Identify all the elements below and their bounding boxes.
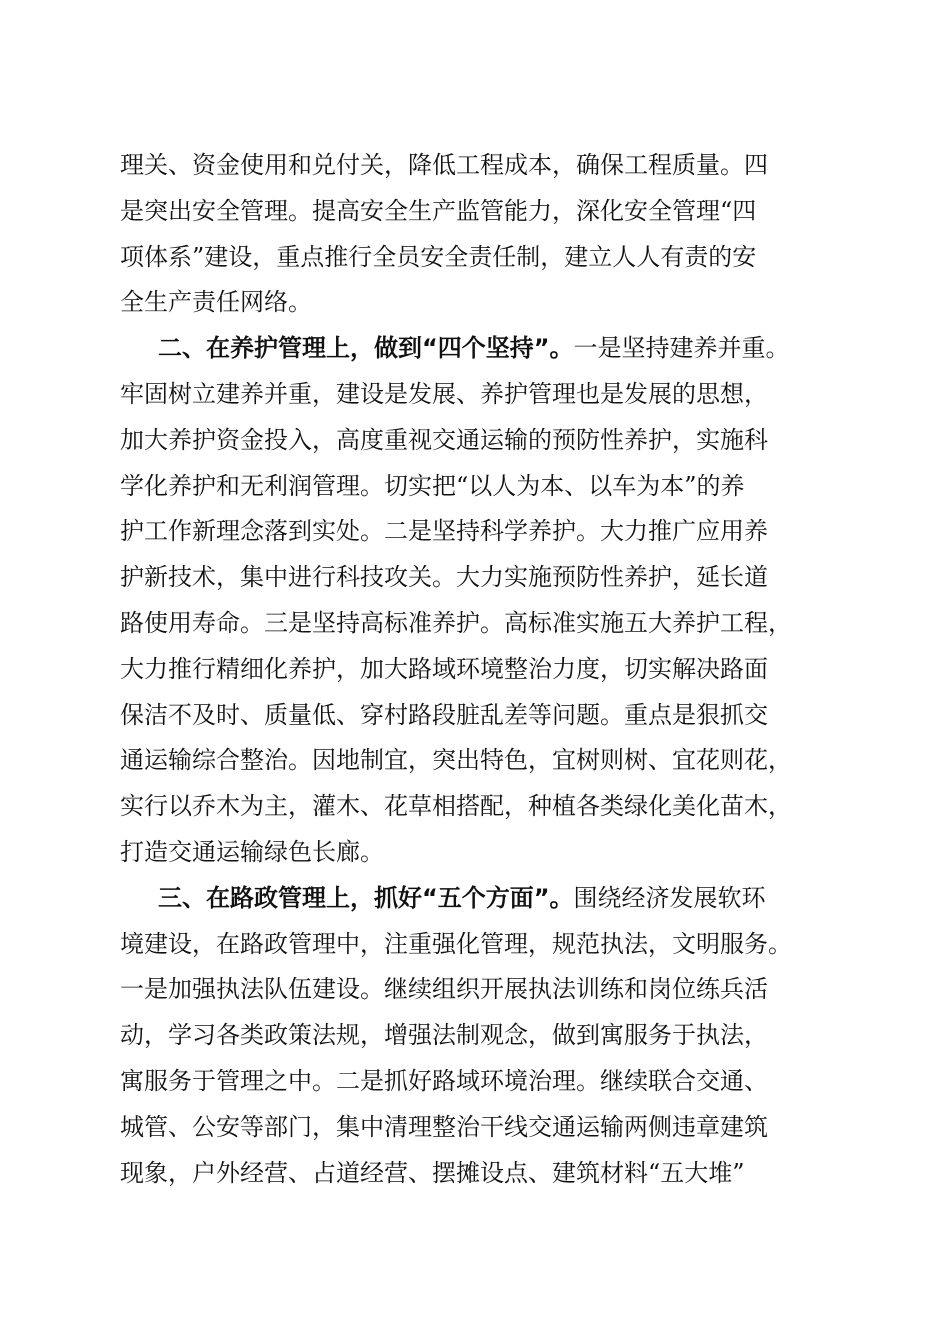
text-line: 打造交通运输绿色长廊。 [120, 837, 384, 866]
text-line: 理关、资金使用和兑付关，降低工程成本，确保工程质量。四 [120, 151, 768, 179]
text-line: 加大养护资金投入，高度重视交通运输的预防性养护，实施科 [120, 425, 768, 454]
heading-continuation: 一是坚持建养并重。 [573, 334, 790, 363]
text-line-first [120, 876, 832, 922]
text-line: 通运输综合整治。因地制宜，突出特色，宜树则树、宜花则花， [120, 746, 792, 775]
text-line: 全生产责任网络。 [120, 288, 312, 317]
text-line: 是突出安全管理。提高安全生产监管能力，深化安全管理“四 [120, 196, 757, 225]
text-line: 学化养护和无利润管理。切实把“以人为本、以车为本”的养 [120, 471, 745, 500]
text-line: 护工作新理念落到实处。二是坚持科学养护。大力推广应用养 [120, 517, 768, 546]
text-line: 牢固树立建养并重，建设是发展、养护管理也是发展的思想， [120, 379, 768, 408]
section-heading: 三、在路政管理上，抓好“五个方面”。 [158, 883, 574, 912]
heading-continuation: 围绕经济发展软环 [573, 883, 766, 912]
section-heading: 二、在养护管理上，做到“四个坚持”。 [158, 334, 574, 363]
text-line: 保洁不及时、质量低、穿村路段脏乱差等问题。重点是狠抓交 [120, 700, 768, 729]
text-line: 护新技术，集中进行科技攻关。大力实施预防性养护，延长道 [120, 563, 768, 592]
paragraph-1 [120, 143, 832, 326]
text-line: 动，学习各类政策法规，增强法制观念，做到寓服务于执法， [120, 1021, 768, 1050]
paragraph-2 [120, 326, 832, 876]
text-line: 寓服务于管理之中。二是抓好路域环境治理。继续联合交通、 [120, 1066, 768, 1095]
text-line: 路使用寿命。三是坚持高标准养护。高标准实施五大养护工程， [120, 608, 792, 637]
text-line-first [120, 326, 832, 372]
text-line: 项体系”建设，重点推行全员安全责任制，建立人人有责的安 [120, 242, 757, 271]
text-line: 大力推行精细化养护，加大路域环境整治力度，切实解决路面 [120, 654, 768, 683]
text-line: 一是加强执法队伍建设。继续组织开展执法训练和岗位练兵活 [120, 975, 768, 1004]
text-line: 境建设，在路政管理中，注重强化管理，规范执法，文明服务。 [120, 929, 792, 958]
document-body [120, 143, 832, 1196]
paragraph-3 [120, 876, 832, 1197]
text-line: 城管、公安等部门，集中清理整治干线交通运输两侧违章建筑 [120, 1112, 768, 1141]
text-line: 现象，户外经营、占道经营、摆摊设点、建筑材料“五大堆” [120, 1158, 745, 1187]
text-line: 实行以乔木为主，灌木、花草相搭配，种植各类绿化美化苗木， [120, 792, 792, 821]
